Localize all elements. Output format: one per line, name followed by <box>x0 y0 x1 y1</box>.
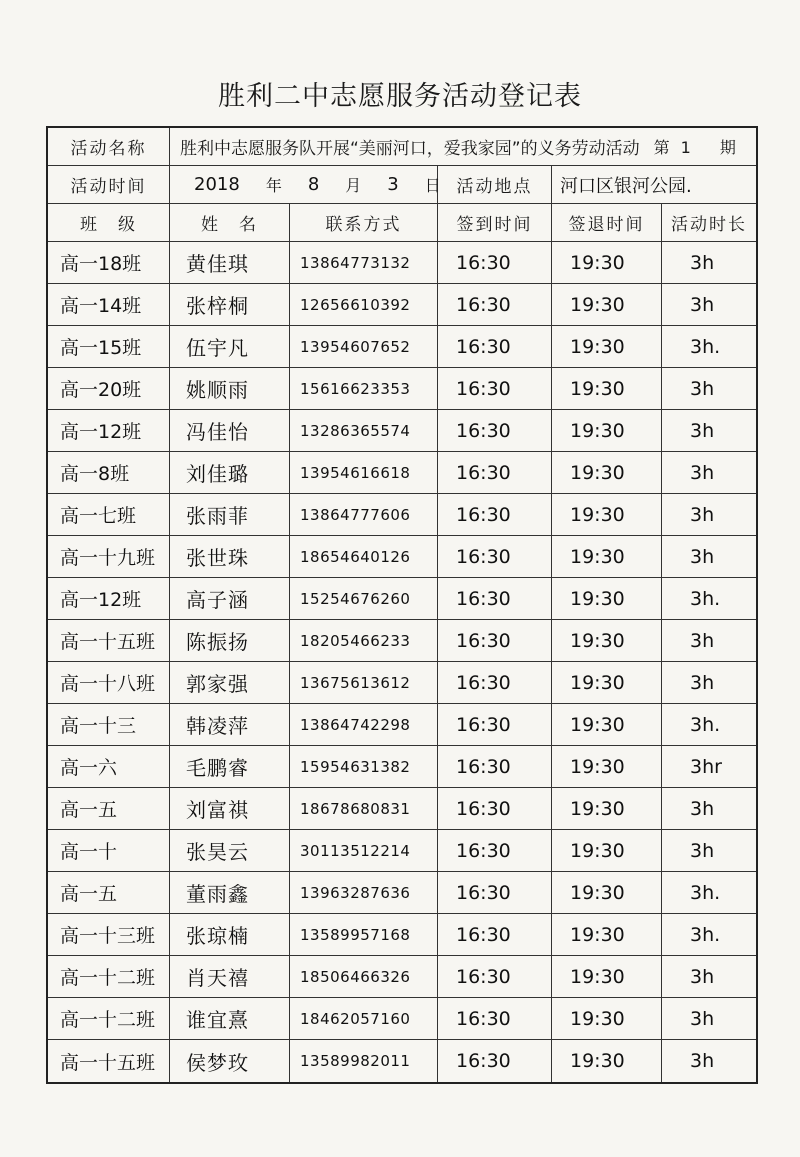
table-row <box>48 914 756 956</box>
activity-month: 8 <box>307 174 320 195</box>
sign-in-cell: 16:30 <box>438 284 552 325</box>
duration-cell: 3h <box>690 1050 715 1072</box>
sign-in-cell: 16:30 <box>438 1040 552 1082</box>
phone-cell: 13286365574 <box>290 410 438 451</box>
sign-in-cell: 16:30 <box>438 956 552 997</box>
phone-cell: 13954616618 <box>290 452 438 493</box>
col-header-sign-in: 签到时间 <box>438 204 552 241</box>
form-title: 胜利二中志愿服务活动登记表 <box>218 81 582 112</box>
name-cell: 冯佳怡 <box>170 410 290 451</box>
duration-cell: 3h <box>690 965 715 988</box>
table-body <box>48 242 756 1082</box>
phone-cell: 18506466326 <box>290 956 438 997</box>
year-unit: 年 <box>265 176 282 195</box>
duration-cell: 3h <box>690 839 715 862</box>
sign-in-cell: 16:30 <box>438 536 552 577</box>
activity-year: 2018 <box>194 174 240 195</box>
activity-time-label: 活动时间 <box>48 166 170 203</box>
name-cell: 姚顺雨 <box>170 368 290 409</box>
issue-label <box>640 135 737 158</box>
duration-cell: 3h. <box>690 713 721 736</box>
table-row <box>48 956 756 998</box>
table-row <box>48 620 756 662</box>
class-cell: 高一14班 <box>48 284 170 325</box>
class-cell: 高一8班 <box>48 452 170 493</box>
table-row <box>48 452 756 494</box>
table-row <box>48 704 756 746</box>
class-cell: 高一20班 <box>48 368 170 409</box>
phone-cell: 15954631382 <box>290 746 438 787</box>
activity-place-label: 活动地点 <box>438 166 552 203</box>
duration-cell: 3h <box>690 461 715 484</box>
sign-in-cell: 16:30 <box>438 746 552 787</box>
class-cell: 高一12班 <box>48 410 170 451</box>
class-cell: 高一十二班 <box>48 998 170 1039</box>
duration-cell: 3h <box>690 629 715 652</box>
duration-cell: 3h <box>690 293 715 316</box>
issue-number: 1 <box>680 138 692 157</box>
sign-in-cell: 16:30 <box>438 326 552 367</box>
sign-in-cell: 16:30 <box>438 620 552 661</box>
name-cell: 伍宇凡 <box>170 326 290 367</box>
class-cell: 高一十八班 <box>48 662 170 703</box>
activity-time-row <box>48 166 756 204</box>
duration-cell: 3h <box>690 545 715 568</box>
activity-name-label: 活动名称 <box>48 128 170 165</box>
name-cell: 张世珠 <box>170 536 290 577</box>
class-cell: 高一十二班 <box>48 956 170 997</box>
name-cell: 肖天禧 <box>170 956 290 997</box>
table-row <box>48 326 756 368</box>
phone-cell: 30113512214 <box>290 830 438 871</box>
activity-name-row <box>48 128 756 166</box>
class-cell: 高一六 <box>48 746 170 787</box>
table-row <box>48 788 756 830</box>
sign-out-cell: 19:30 <box>552 746 662 787</box>
duration-cell: 3h <box>690 1007 715 1030</box>
phone-cell: 18678680831 <box>290 788 438 829</box>
table-row <box>48 872 756 914</box>
phone-cell: 13589982011 <box>290 1040 438 1082</box>
sign-out-cell: 19:30 <box>552 368 662 409</box>
name-cell: 郭家强 <box>170 662 290 703</box>
class-cell: 高一十五班 <box>48 620 170 661</box>
table-row <box>48 284 756 326</box>
sign-in-cell: 16:30 <box>438 368 552 409</box>
phone-cell: 15254676260 <box>290 578 438 619</box>
table-row <box>48 746 756 788</box>
name-cell: 张梓桐 <box>170 284 290 325</box>
duration-cell: 3h <box>690 377 715 400</box>
duration-cell: 3h. <box>690 881 721 904</box>
issue-suffix: 期 <box>719 138 737 157</box>
table-row <box>48 242 756 284</box>
class-cell: 高一十 <box>48 830 170 871</box>
name-cell: 黄佳琪 <box>170 242 290 283</box>
phone-cell: 12656610392 <box>290 284 438 325</box>
sign-out-cell: 19:30 <box>552 662 662 703</box>
sign-out-cell: 19:30 <box>552 914 662 955</box>
name-cell: 侯梦玫 <box>170 1040 290 1082</box>
duration-cell: 3h <box>690 251 715 274</box>
sign-out-cell: 19:30 <box>552 788 662 829</box>
sign-in-cell: 16:30 <box>438 704 552 745</box>
activity-place-value: 河口区银河公园. <box>560 175 692 197</box>
class-cell: 高一15班 <box>48 326 170 367</box>
phone-cell: 13589957168 <box>290 914 438 955</box>
name-cell: 董雨鑫 <box>170 872 290 913</box>
duration-cell: 3h <box>690 419 715 442</box>
sign-out-cell: 19:30 <box>552 494 662 535</box>
duration-cell: 3h. <box>690 335 721 358</box>
sign-out-cell: 19:30 <box>552 326 662 367</box>
sign-in-cell: 16:30 <box>438 662 552 703</box>
name-cell: 刘富祺 <box>170 788 290 829</box>
sign-out-cell: 19:30 <box>552 578 662 619</box>
col-header-class: 班 级 <box>48 204 170 241</box>
name-cell: 高子涵 <box>170 578 290 619</box>
name-cell: 张琼楠 <box>170 914 290 955</box>
sign-in-cell: 16:30 <box>438 410 552 451</box>
column-header-row <box>48 204 756 242</box>
sign-out-cell: 19:30 <box>552 872 662 913</box>
table-row <box>48 494 756 536</box>
sign-out-cell: 19:30 <box>552 284 662 325</box>
sign-in-cell: 16:30 <box>438 452 552 493</box>
name-cell: 张昊云 <box>170 830 290 871</box>
issue-prefix: 第 <box>653 138 671 157</box>
sign-out-cell: 19:30 <box>552 830 662 871</box>
phone-cell: 15616623353 <box>290 368 438 409</box>
sign-out-cell: 19:30 <box>552 242 662 283</box>
table-row <box>48 662 756 704</box>
sign-out-cell: 19:30 <box>552 704 662 745</box>
phone-cell: 13963287636 <box>290 872 438 913</box>
col-header-duration: 活动时长 <box>671 215 747 235</box>
sign-in-cell: 16:30 <box>438 872 552 913</box>
activity-date-cell <box>170 166 441 203</box>
name-cell: 刘佳璐 <box>170 452 290 493</box>
class-cell: 高一十五班 <box>48 1040 170 1082</box>
phone-cell: 18462057160 <box>290 998 438 1039</box>
table-row <box>48 1040 756 1082</box>
duration-cell: 3h. <box>690 587 721 610</box>
duration-cell: 3hr <box>690 755 722 778</box>
sign-out-cell: 19:30 <box>552 452 662 493</box>
col-header-sign-out: 签退时间 <box>552 204 662 241</box>
activity-day: 3 <box>387 174 399 195</box>
class-cell: 高一五 <box>48 788 170 829</box>
duration-cell: 3h <box>690 671 715 694</box>
sign-out-cell: 19:30 <box>552 956 662 997</box>
duration-cell: 3h <box>690 503 715 526</box>
day-unit: 日 <box>424 176 441 195</box>
registration-table <box>46 126 758 1084</box>
phone-cell: 13864777606 <box>290 494 438 535</box>
col-header-name: 姓 名 <box>170 204 290 241</box>
activity-name-value: 胜利中志愿服务队开展“美丽河口，爱我家园”的义务劳动活动 <box>180 139 640 159</box>
table-row <box>48 536 756 578</box>
duration-cell: 3h. <box>690 923 721 946</box>
sign-in-cell: 16:30 <box>438 578 552 619</box>
sign-in-cell: 16:30 <box>438 494 552 535</box>
table-row <box>48 578 756 620</box>
activity-name-value-cell <box>170 128 756 165</box>
sign-in-cell: 16:30 <box>438 914 552 955</box>
table-row <box>48 410 756 452</box>
sign-out-cell: 19:30 <box>552 536 662 577</box>
class-cell: 高一七班 <box>48 494 170 535</box>
class-cell: 高一五 <box>48 872 170 913</box>
phone-cell: 18205466233 <box>290 620 438 661</box>
phone-cell: 13675613612 <box>290 662 438 703</box>
name-cell: 毛鹏睿 <box>170 746 290 787</box>
phone-cell: 13954607652 <box>290 326 438 367</box>
month-unit: 月 <box>345 176 362 195</box>
col-header-phone: 联系方式 <box>290 204 438 241</box>
sign-out-cell: 19:30 <box>552 998 662 1039</box>
sign-in-cell: 16:30 <box>438 830 552 871</box>
sign-in-cell: 16:30 <box>438 998 552 1039</box>
sign-in-cell: 16:30 <box>438 242 552 283</box>
name-cell: 谁宜熹 <box>170 998 290 1039</box>
class-cell: 高一18班 <box>48 242 170 283</box>
sign-out-cell: 19:30 <box>552 1040 662 1082</box>
class-cell: 高一12班 <box>48 578 170 619</box>
table-row <box>48 998 756 1040</box>
phone-cell: 18654640126 <box>290 536 438 577</box>
sign-out-cell: 19:30 <box>552 620 662 661</box>
class-cell: 高一十三班 <box>48 914 170 955</box>
name-cell: 韩凌萍 <box>170 704 290 745</box>
sign-in-cell: 16:30 <box>438 788 552 829</box>
table-row <box>48 368 756 410</box>
name-cell: 张雨菲 <box>170 494 290 535</box>
phone-cell: 13864773132 <box>290 242 438 283</box>
phone-cell: 13864742298 <box>290 704 438 745</box>
class-cell: 高一十三 <box>48 704 170 745</box>
duration-cell: 3h <box>690 797 715 820</box>
name-cell: 陈振扬 <box>170 620 290 661</box>
table-row <box>48 830 756 872</box>
class-cell: 高一十九班 <box>48 536 170 577</box>
sign-out-cell: 19:30 <box>552 410 662 451</box>
